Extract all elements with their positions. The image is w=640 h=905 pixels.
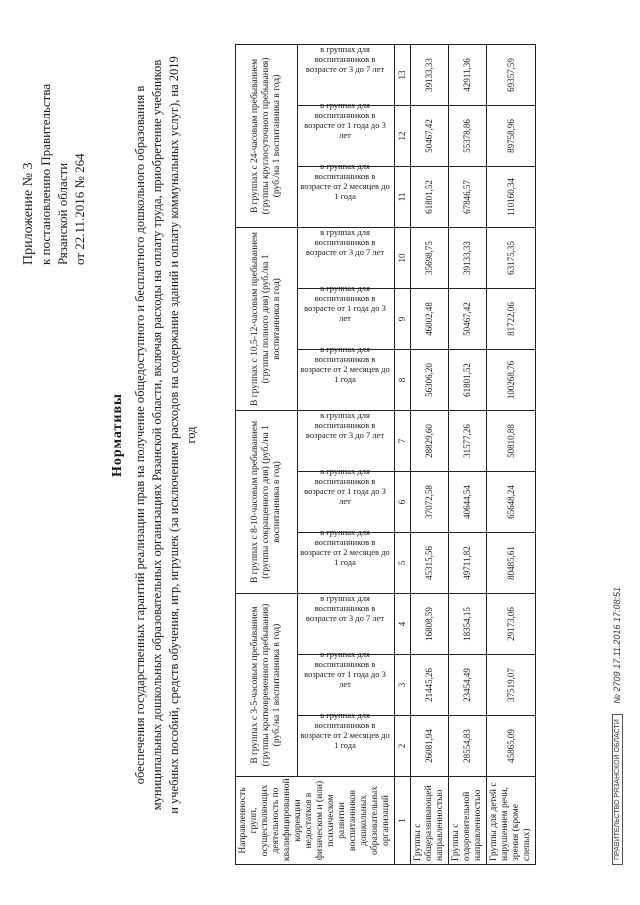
table-cell: 21445,26 xyxy=(411,655,449,716)
column-number: 11 xyxy=(395,166,411,227)
table-cell: 39133,33 xyxy=(449,227,487,288)
row-label: Группы с оздоровительной направленностью xyxy=(449,777,487,865)
table-cell: 39133,33 xyxy=(411,44,449,105)
column-number: 3 xyxy=(395,655,411,716)
table-cell: 28829,60 xyxy=(411,410,449,471)
age-header: в группах для воспитанников в возрасте от 3 до 7 лет xyxy=(298,593,395,654)
registration-stamp xyxy=(612,587,623,865)
table-row xyxy=(449,44,487,864)
table-cell: 26081,94 xyxy=(411,716,449,777)
table-row xyxy=(411,44,449,864)
title-text: обеспечения государственных гарантий реализации прав на получение общедоступного и бесплатного дошкольного образования в муниципальных дошкольных образовательных организациях Рязанской области, включая расходы на оплату труда, приобретение учебников и учебных пособий, средств обучения, игр, игрушек (за исключением расходов на содержание зданий и оплату коммунальных услуг), на 2019 год xyxy=(133,56,198,814)
group-header-short-stay: В группах с 3-5-часовым пребыванием (группы кратковременного пребывания) (руб./на 1 воспитанника в год) xyxy=(236,593,298,776)
row-label: Группы для детей с нарушением речи, зрения (кроме слепых) xyxy=(487,777,536,865)
age-header: в группах для воспитанников в возрасте от 1 года до 3 лет xyxy=(298,471,395,532)
column-number: 5 xyxy=(395,532,411,593)
table-cell: 100268,76 xyxy=(487,349,536,410)
column-number: 6 xyxy=(395,471,411,532)
table-cell: 50467,42 xyxy=(449,288,487,349)
column-number: 9 xyxy=(395,288,411,349)
column-number: 13 xyxy=(395,44,411,105)
age-header: в группах для воспитанников в возрасте от 3 до 7 лет xyxy=(298,410,395,471)
table-cell: 89758,96 xyxy=(487,105,536,166)
table-cell: 61801,52 xyxy=(449,349,487,410)
table-cell: 81722,06 xyxy=(487,288,536,349)
table-cell: 50467,42 xyxy=(411,105,449,166)
table-cell: 110160,34 xyxy=(487,166,536,227)
column-number: 10 xyxy=(395,227,411,288)
column-number: 4 xyxy=(395,593,411,654)
table-cell: 31577,26 xyxy=(449,410,487,471)
table-cell: 35698,75 xyxy=(411,227,449,288)
age-header: в группах для воспитанников в возрасте от 2 месяцев до 1 года xyxy=(298,349,395,410)
document-title xyxy=(110,55,200,815)
column-number: 8 xyxy=(395,349,411,410)
age-header: в группах для воспитанников в возрасте от 1 года до 3 лет xyxy=(298,105,395,166)
table-cell: 16808,59 xyxy=(411,593,449,654)
table-cell: 55378,86 xyxy=(449,105,487,166)
table-cell: 23454,49 xyxy=(449,655,487,716)
group-header-full-day: В группах с 10,5-12-часовым пребыванием (группы полного дня) (руб./на 1 воспитанника в год) xyxy=(236,227,298,410)
norms-table xyxy=(235,44,536,865)
table-cell: 45865,09 xyxy=(487,716,536,777)
table-cell: 50810,88 xyxy=(487,410,536,471)
column-number: 7 xyxy=(395,410,411,471)
column-number: 12 xyxy=(395,105,411,166)
appendix-number: Приложение № 3 xyxy=(21,162,36,265)
government-stamp-label: ПРАВИТЕЛЬСТВО РЯЗАНСКОЙ ОБЛАСТИ xyxy=(612,714,623,865)
column-number-row xyxy=(395,44,411,864)
appendix-region: Рязанской области xyxy=(55,162,70,265)
group-header-reduced-day: В группах с 8-10-часовым пребыванием (группы сокращенного дня) (руб./на 1 воспитанника в год) xyxy=(236,410,298,593)
table-row xyxy=(487,44,536,864)
age-header: в группах для воспитанников в возрасте от 1 года до 3 лет xyxy=(298,655,395,716)
age-header: в группах для воспитанников в возрасте от 1 года до 3 лет xyxy=(298,288,395,349)
age-header: в группах для воспитанников в возрасте от 2 месяцев до 1 года xyxy=(298,532,395,593)
table-cell: 28554,83 xyxy=(449,716,487,777)
table-cell: 37072,58 xyxy=(411,471,449,532)
group-header-round-the-clock: В группах с 24-часовым пребыванием (группы круглосуточного пребывания) (руб./на 1 воспитанника в год) xyxy=(236,44,298,227)
appendix-reference: к постановлению Правительства xyxy=(38,83,53,265)
appendix-date: от 22.11.2016 № 264 xyxy=(72,153,87,265)
age-header: в группах для воспитанников в возрасте от 2 месяцев до 1 года xyxy=(298,166,395,227)
table-cell: 46002,48 xyxy=(411,288,449,349)
table-cell: 65648,24 xyxy=(487,471,536,532)
registration-number: № 2709 17.11.2016 17:08:51 xyxy=(612,587,622,704)
row-label: Группы с общеразвивающей направленностью xyxy=(411,777,449,865)
appendix-block xyxy=(20,25,88,265)
table-cell: 67846,57 xyxy=(449,166,487,227)
table-cell: 61801,52 xyxy=(411,166,449,227)
age-header: в группах для воспитанников в возрасте от 3 до 7 лет xyxy=(298,44,395,105)
table-cell: 42911,36 xyxy=(449,44,487,105)
table-cell: 56306,20 xyxy=(411,349,449,410)
age-header: в группах для воспитанников в возрасте от 2 месяцев до 1 года xyxy=(298,716,395,777)
table-cell: 37519,07 xyxy=(487,655,536,716)
column-number: 1 xyxy=(395,777,411,865)
table-cell: 29173,06 xyxy=(487,593,536,654)
age-header: в группах для воспитанников в возрасте от 3 до 7 лет xyxy=(298,227,395,288)
table-cell: 80485,61 xyxy=(487,532,536,593)
table-cell: 69357,59 xyxy=(487,44,536,105)
table-cell: 49711,82 xyxy=(449,532,487,593)
column-number: 2 xyxy=(395,716,411,777)
table-cell: 45315,56 xyxy=(411,532,449,593)
table-cell: 18354,15 xyxy=(449,593,487,654)
title-heading: Нормативы xyxy=(110,393,125,477)
table-cell: 63175,35 xyxy=(487,227,536,288)
table-cell: 40644,54 xyxy=(449,471,487,532)
direction-header: Направленность групп, осуществляющих деятельность по квалифицированной коррекции недостатков в физическом и (или) психическом развитии воспитанников дошкольных образовательных организаций xyxy=(236,777,395,865)
